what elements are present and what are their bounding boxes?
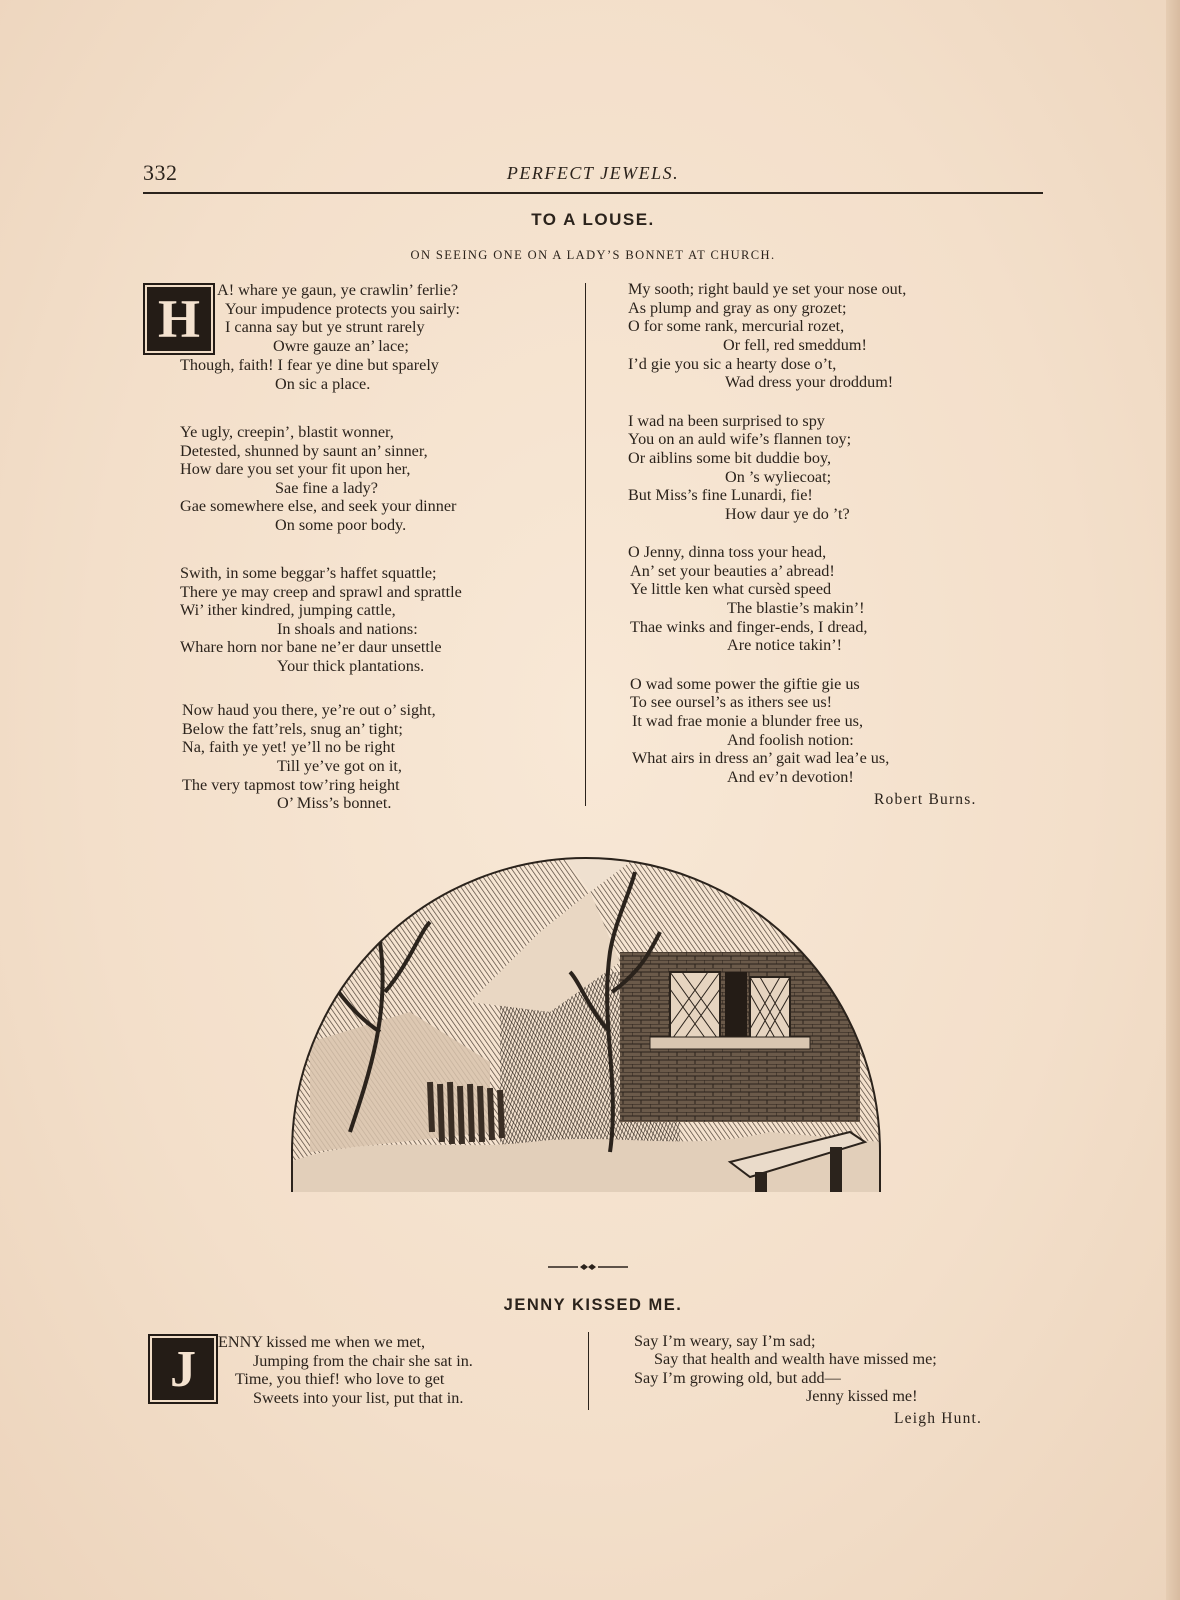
verse-line: Jenny kissed me! <box>806 1387 918 1405</box>
verse-line: Gae somewhere else, and seek your dinner <box>180 497 457 515</box>
verse-line: O wad some power the giftie gie us <box>630 675 860 693</box>
verse-line: Swith, in some beggar’s haffet squattle; <box>180 564 437 582</box>
verse-line: Jumping from the chair she sat in. <box>253 1352 473 1370</box>
poem-author: Robert Burns. <box>874 791 977 808</box>
verse-line: Say I’m weary, say I’m sad; <box>634 1332 816 1350</box>
verse-line: A! whare ye gaun, ye crawlin’ ferlie? <box>217 281 459 299</box>
verse-line: Or aiblins some bit duddie boy, <box>628 449 832 467</box>
verse-line: The blastie’s makin’! <box>727 599 865 617</box>
verse-line: And ev’n devotion! <box>727 768 854 786</box>
drop-cap-h: H <box>143 283 215 355</box>
verse-line: But Miss’s fine Lunardi, fie! <box>628 486 813 504</box>
verse-line: You on an auld wife’s flannen toy; <box>628 430 852 448</box>
verse-line: My sooth; right bauld ye set your nose out, <box>628 280 907 298</box>
verse-line: Sweets into your list, put that in. <box>253 1389 464 1407</box>
verse-line: I wad na been surprised to spy <box>628 412 825 430</box>
verse-line: And foolish notion: <box>727 731 854 749</box>
column-rule <box>588 1332 589 1410</box>
verse-line: Say I’m growing old, but add— <box>634 1369 841 1387</box>
verse-line: Wad dress your droddum! <box>725 373 894 391</box>
verse-line: Say that health and wealth have missed me; <box>654 1350 937 1368</box>
verse-line: Sae fine a lady? <box>275 479 378 497</box>
verse-line: The very tapmost tow’ring height <box>182 776 400 794</box>
verse-line: In shoals and nations: <box>277 620 418 638</box>
verse-line: To see oursel’s as ithers see us! <box>630 693 833 711</box>
ornamental-divider <box>548 1262 628 1272</box>
poem-author: Leigh Hunt. <box>894 1410 983 1427</box>
cottage-illustration <box>290 832 882 1224</box>
verse-line: ENNY kissed me when we met, <box>218 1333 426 1351</box>
verse-line: How dare you set your fit upon her, <box>180 460 411 478</box>
page-edge <box>1166 0 1180 1600</box>
verse-line: Time, you thief! who love to get <box>235 1370 445 1388</box>
verse-line: Are notice takin’! <box>727 636 843 654</box>
verse-line: Now haud you there, ye’re out o’ sight, <box>182 701 436 719</box>
verse-line: What airs in dress an’ gait wad lea’e us, <box>632 749 890 767</box>
verse-line: Below the fatt’rels, snug an’ tight; <box>182 720 403 738</box>
page-header <box>143 160 1043 192</box>
page-number: 332 <box>143 160 178 185</box>
verse-line: It wad frae monie a blunder free us, <box>632 712 864 730</box>
verse-line: Na, faith ye yet! ye’ll no be right <box>182 738 396 756</box>
verse-line: Though, faith! I fear ye dine but sparely <box>180 356 439 374</box>
verse-line: On sic a place. <box>275 375 371 393</box>
verse-line: I canna say but ye strunt rarely <box>225 318 425 336</box>
verse-line: As plump and gray as ony grozet; <box>628 299 847 317</box>
verse-line: Till ye’ve got on it, <box>277 757 402 775</box>
verse-line: How daur ye do ’t? <box>725 505 850 523</box>
poem-title: JENNY KISSED ME. <box>503 1296 683 1314</box>
verse-line: Wi’ ither kindred, jumping cattle, <box>180 601 396 619</box>
verse-line: O’ Miss’s bonnet. <box>277 794 392 812</box>
running-title: PERFECT JEWELS. <box>506 163 680 183</box>
verse-line: There ye may creep and sprawl and sprattle <box>180 583 462 601</box>
header-rule <box>143 192 1043 194</box>
verse-line: On some poor body. <box>275 516 407 534</box>
verse-line: Your thick plantations. <box>277 657 425 675</box>
verse-line: Ye ugly, creepin’, blastit wonner, <box>180 423 394 441</box>
verse-line: Your impudence protects you sairly: <box>225 300 460 318</box>
poem-title: TO A LOUSE. <box>531 210 655 229</box>
verse-line: On ’s wyliecoat; <box>725 468 832 486</box>
verse-line: O for some rank, mercurial rozet, <box>628 317 845 335</box>
drop-cap-j: J <box>148 1334 218 1404</box>
verse-line: I’d gie you sic a hearty dose o’t, <box>628 355 837 373</box>
verse-line: Owre gauze an’ lace; <box>273 337 409 355</box>
verse-line: O Jenny, dinna toss your head, <box>628 543 827 561</box>
verse-line: Thae winks and finger-ends, I dread, <box>630 618 868 636</box>
verse-line: Or fell, red smeddum! <box>723 336 867 354</box>
verse-line: An’ set your beauties a’ abread! <box>630 562 835 580</box>
verse-line: Whare horn nor bane ne’er daur unsettle <box>180 638 442 656</box>
column-rule <box>585 283 586 806</box>
poem-subtitle: ON SEEING ONE ON A LADY’S BONNET AT CHURCH. <box>410 248 776 262</box>
verse-line: Detested, shunned by saunt an’ sinner, <box>180 442 428 460</box>
verse-line: Ye little ken what cursèd speed <box>630 580 832 598</box>
